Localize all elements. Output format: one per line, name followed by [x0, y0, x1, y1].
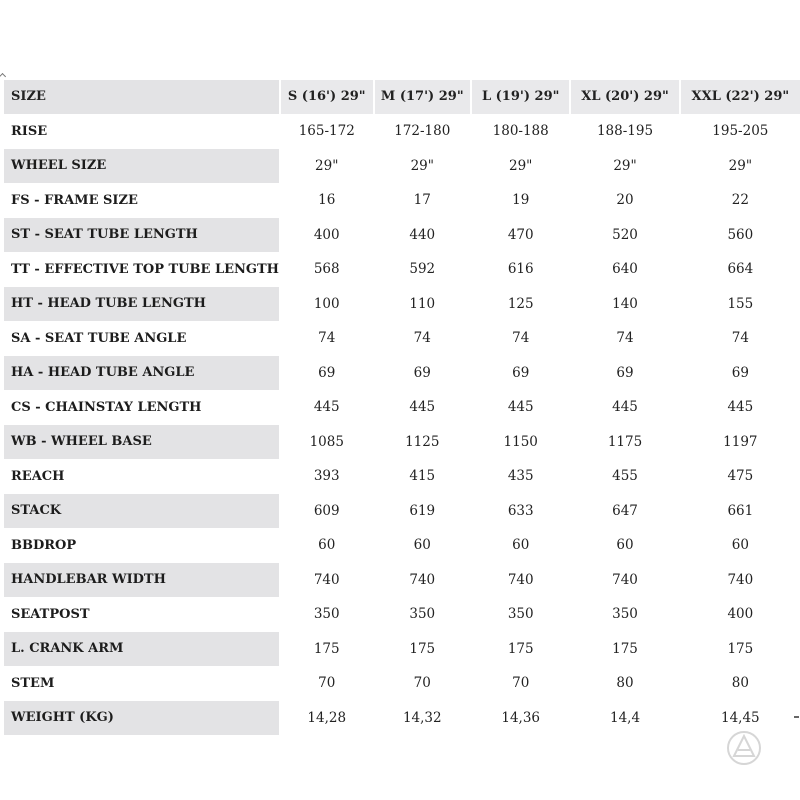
- header-size-s: S (16') 29": [279, 80, 373, 115]
- cell-size-m: 740: [373, 563, 471, 598]
- cell-size-xxl: 69: [679, 356, 800, 391]
- table-row: [4, 667, 800, 702]
- table-row: [4, 218, 800, 253]
- cell-size-m: 110: [373, 287, 471, 322]
- cell-size-xxl: 740: [679, 563, 800, 598]
- table-row: [4, 391, 800, 426]
- row-label: HA - HEAD TUBE ANGLE: [4, 356, 279, 391]
- cell-size-s: 568: [279, 253, 373, 288]
- table-row: [4, 322, 800, 357]
- cell-size-m: 17: [373, 184, 471, 219]
- cell-size-xxl: 1197: [679, 425, 800, 460]
- cell-size-xxl: 74: [679, 322, 800, 357]
- cell-size-s: 1085: [279, 425, 373, 460]
- row-label: WEIGHT (KG): [4, 701, 279, 736]
- cell-size-xl: 69: [569, 356, 678, 391]
- cell-size-xxl: 80: [679, 667, 800, 702]
- table-row: [4, 494, 800, 529]
- cell-size-l: 180-188: [470, 115, 569, 150]
- row-label: ST - SEAT TUBE LENGTH: [4, 218, 279, 253]
- table-row: [4, 356, 800, 391]
- cell-size-xxl: 14,45: [679, 701, 800, 736]
- cell-size-s: 165-172: [279, 115, 373, 150]
- row-label: TT - EFFECTIVE TOP TUBE LENGTH: [4, 253, 279, 288]
- cell-size-l: 29": [470, 149, 569, 184]
- cell-size-m: 70: [373, 667, 471, 702]
- cell-size-l: 125: [470, 287, 569, 322]
- row-label: STACK: [4, 494, 279, 529]
- cell-size-l: 19: [470, 184, 569, 219]
- cell-size-l: 175: [470, 632, 569, 667]
- cell-size-s: 445: [279, 391, 373, 426]
- cell-size-xxl: 400: [679, 598, 800, 633]
- cell-size-l: 445: [470, 391, 569, 426]
- table-row: [4, 425, 800, 460]
- cell-size-s: 74: [279, 322, 373, 357]
- cell-size-xxl: 661: [679, 494, 800, 529]
- cell-size-xxl: 195-205: [679, 115, 800, 150]
- table-header-row: [4, 80, 800, 115]
- table-row: [4, 632, 800, 667]
- cell-size-xl: 14,4: [569, 701, 678, 736]
- cell-size-l: 633: [470, 494, 569, 529]
- cell-size-m: 619: [373, 494, 471, 529]
- row-label: L. CRANK ARM: [4, 632, 279, 667]
- row-label: BBDROP: [4, 529, 279, 564]
- cell-size-xxl: 155: [679, 287, 800, 322]
- cell-size-xl: 29": [569, 149, 678, 184]
- cell-size-m: 350: [373, 598, 471, 633]
- cell-size-xxl: 29": [679, 149, 800, 184]
- row-label: WHEEL SIZE: [4, 149, 279, 184]
- header-size-xxl: XXL (22') 29": [679, 80, 800, 115]
- row-label: FS - FRAME SIZE: [4, 184, 279, 219]
- cell-size-xl: 80: [569, 667, 678, 702]
- cell-size-s: 175: [279, 632, 373, 667]
- header-size-m: M (17') 29": [373, 80, 471, 115]
- cell-size-m: 1125: [373, 425, 471, 460]
- row-label: RISE: [4, 115, 279, 150]
- cell-size-l: 470: [470, 218, 569, 253]
- cell-size-l: 435: [470, 460, 569, 495]
- cell-size-s: 29": [279, 149, 373, 184]
- cell-size-m: 440: [373, 218, 471, 253]
- table-row: [4, 149, 800, 184]
- brand-logo-icon: [724, 728, 764, 768]
- row-label: STEM: [4, 667, 279, 702]
- row-label: REACH: [4, 460, 279, 495]
- cell-size-xl: 520: [569, 218, 678, 253]
- cell-size-s: 609: [279, 494, 373, 529]
- row-label: CS - CHAINSTAY LENGTH: [4, 391, 279, 426]
- cell-size-m: 175: [373, 632, 471, 667]
- crop-mark-bottom-right: [794, 716, 799, 718]
- cell-size-xl: 445: [569, 391, 678, 426]
- cell-size-l: 350: [470, 598, 569, 633]
- cell-size-s: 14,28: [279, 701, 373, 736]
- cell-size-m: 592: [373, 253, 471, 288]
- cell-size-l: 69: [470, 356, 569, 391]
- cell-size-xl: 60: [569, 529, 678, 564]
- cell-size-s: 100: [279, 287, 373, 322]
- row-label: HANDLEBAR WIDTH: [4, 563, 279, 598]
- cell-size-s: 60: [279, 529, 373, 564]
- cell-size-xxl: 60: [679, 529, 800, 564]
- cell-size-m: 60: [373, 529, 471, 564]
- cell-size-m: 172-180: [373, 115, 471, 150]
- header-size-xl: XL (20') 29": [569, 80, 678, 115]
- cell-size-m: 69: [373, 356, 471, 391]
- cell-size-s: 740: [279, 563, 373, 598]
- cell-size-m: 445: [373, 391, 471, 426]
- crop-mark-top-left: [0, 73, 6, 80]
- cell-size-s: 350: [279, 598, 373, 633]
- row-label: WB - WHEEL BASE: [4, 425, 279, 460]
- cell-size-xl: 350: [569, 598, 678, 633]
- cell-size-l: 740: [470, 563, 569, 598]
- geometry-table-body: [4, 80, 800, 736]
- cell-size-xl: 1175: [569, 425, 678, 460]
- table-row: [4, 563, 800, 598]
- cell-size-l: 74: [470, 322, 569, 357]
- cell-size-xl: 140: [569, 287, 678, 322]
- cell-size-m: 29": [373, 149, 471, 184]
- cell-size-l: 616: [470, 253, 569, 288]
- table-row: [4, 287, 800, 322]
- cell-size-l: 70: [470, 667, 569, 702]
- cell-size-m: 74: [373, 322, 471, 357]
- table-row: [4, 253, 800, 288]
- cell-size-xl: 647: [569, 494, 678, 529]
- cell-size-l: 1150: [470, 425, 569, 460]
- row-label: HT - HEAD TUBE LENGTH: [4, 287, 279, 322]
- cell-size-m: 415: [373, 460, 471, 495]
- cell-size-m: 14,32: [373, 701, 471, 736]
- cell-size-xl: 188-195: [569, 115, 678, 150]
- cell-size-xxl: 445: [679, 391, 800, 426]
- table-row: [4, 701, 800, 736]
- row-label: SEATPOST: [4, 598, 279, 633]
- row-label: SA - SEAT TUBE ANGLE: [4, 322, 279, 357]
- cell-size-l: 60: [470, 529, 569, 564]
- cell-size-s: 16: [279, 184, 373, 219]
- cell-size-s: 393: [279, 460, 373, 495]
- cell-size-xxl: 664: [679, 253, 800, 288]
- cell-size-xl: 740: [569, 563, 678, 598]
- table-row: [4, 598, 800, 633]
- cell-size-s: 70: [279, 667, 373, 702]
- cell-size-xl: 640: [569, 253, 678, 288]
- geometry-table: [4, 80, 800, 736]
- header-label: SIZE: [4, 80, 279, 115]
- table-row: [4, 529, 800, 564]
- cell-size-s: 69: [279, 356, 373, 391]
- cell-size-xl: 455: [569, 460, 678, 495]
- cell-size-xxl: 175: [679, 632, 800, 667]
- cell-size-xxl: 22: [679, 184, 800, 219]
- table-row: [4, 460, 800, 495]
- cell-size-xxl: 475: [679, 460, 800, 495]
- cell-size-s: 400: [279, 218, 373, 253]
- table-row: [4, 184, 800, 219]
- header-size-l: L (19') 29": [470, 80, 569, 115]
- cell-size-xxl: 560: [679, 218, 800, 253]
- table-row: [4, 115, 800, 150]
- cell-size-xl: 74: [569, 322, 678, 357]
- cell-size-xl: 175: [569, 632, 678, 667]
- cell-size-xl: 20: [569, 184, 678, 219]
- cell-size-l: 14,36: [470, 701, 569, 736]
